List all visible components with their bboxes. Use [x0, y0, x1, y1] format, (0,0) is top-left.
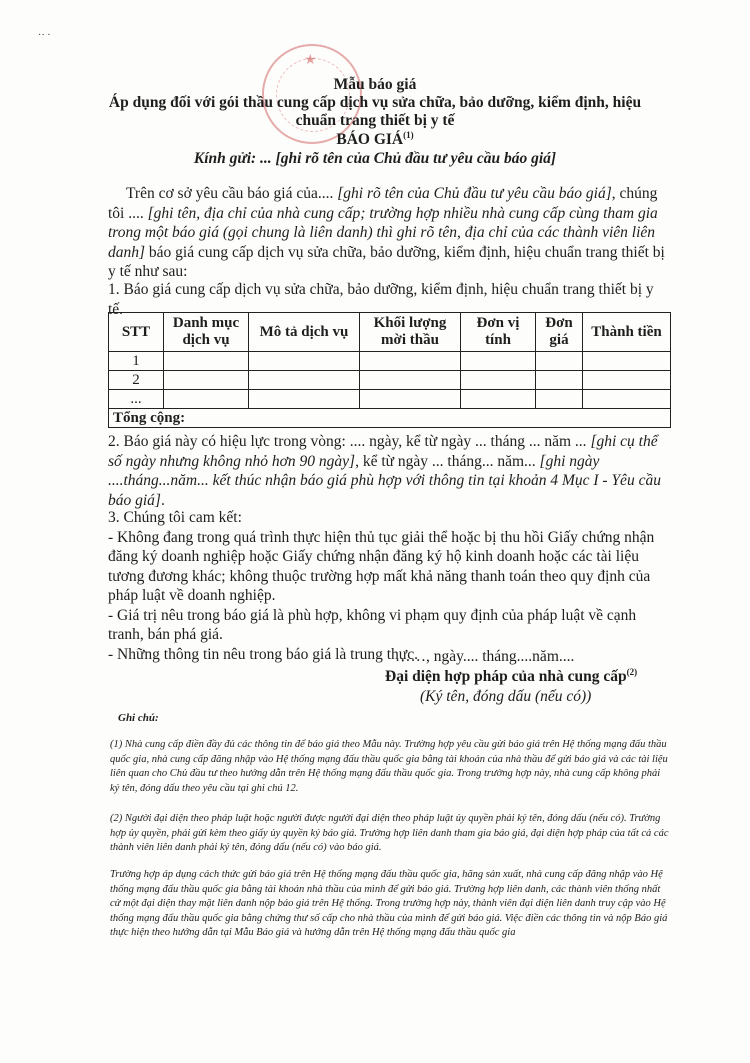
- section-2-e: .: [160, 491, 165, 509]
- section-2-d: [ghi ngày ....tháng...năm... kết thúc nhận báo giá phù hợp với thông tin tại khoản 4 Mục I - Yêu cầu báo giá]: [108, 452, 661, 509]
- intro-paragraph: [108, 184, 668, 282]
- document-title: [0, 130, 750, 149]
- table-cell[interactable]: [461, 390, 536, 409]
- section-2: [108, 432, 668, 510]
- table-cell[interactable]: [583, 371, 671, 390]
- intro-c: , chúng tôi ....: [108, 185, 658, 222]
- section-3: [108, 508, 668, 664]
- table-cell[interactable]: [583, 352, 671, 371]
- table-cell[interactable]: [360, 352, 461, 371]
- table-cell[interactable]: [249, 352, 360, 371]
- section-2-c: , kể từ ngày ... tháng... năm...: [355, 452, 540, 470]
- note-1: (1) Nhà cung cấp điền đầy đủ các thông tin để báo giá theo Mẫu này. Trường hợp yêu cầu gửi báo giá trên Hệ thống mạng đấu thầu quốc gia, nhà cung cấp đăng nhập vào Hệ thống mạng đấu thầu quốc gia bằng tài khoản của nhà thầu để gửi báo giá và các tài liệu liên quan cho Chủ đầu tư theo hướng dẫn trên Hệ thống mạng đấu thầu quốc gia. Trong trường hợp này, nhà cung cấp không phải ký tên, đóng dấu theo yêu cầu tại ghi chú 12.: [110, 739, 668, 794]
- table-cell[interactable]: [164, 390, 249, 409]
- quote-table: [108, 312, 671, 428]
- table-total-row: [109, 409, 671, 428]
- document-title-text: BÁO GIÁ: [336, 131, 404, 149]
- note-3: Trường hợp áp dụng cách thức gửi báo giá trên Hệ thống mạng đấu thầu quốc gia, hãng sản xuất, nhà cung cấp đăng nhập vào Hệ thống mạng đấu thầu quốc gia bằng tài khoản nhà thầu của mình để gửi báo giá. Trường hợp liên danh, các thành viên thống nhất cử một đại diện thay mặt liên danh nộp báo giá trên Hệ thống. Trong trường hợp này, thành viên đại diện liên danh truy cập vào Hệ thống mạng đấu thầu quốc gia bằng chứng thư số cấp cho nhà thầu của mình để gửi báo giá. Việc điền các thông tin và nộp Báo giá thực hiện theo hướng dẫn tại Mẫu Báo giá và hướng dẫn trên Hệ thống mạng đấu thầu quốc gia: [110, 869, 668, 938]
- col-unit-price: Đơn giá: [536, 313, 583, 352]
- table-cell[interactable]: [164, 371, 249, 390]
- total-blank: [249, 409, 671, 428]
- intro-d: [ghi tên, địa chỉ của nhà cung cấp; trường hợp nhiều nhà cung cấp cùng tham gia trong một báo giá (gọi chung là liên danh) thì ghi rõ tên, địa chỉ của các thành viên liên danh]: [108, 204, 658, 261]
- footnote-ref-1: (1): [403, 130, 414, 140]
- intro-a: Trên cơ sở yêu cầu báo giá của....: [126, 185, 338, 202]
- signature-title: [385, 667, 637, 686]
- scan-specks: ·⋅ ·: [38, 30, 51, 41]
- table-row: [109, 371, 671, 390]
- table-cell[interactable]: [360, 371, 461, 390]
- commitment-item-1: - Không đang trong quá trình thực hiện thủ tục giải thể hoặc bị thu hồi Giấy chứng nhận đăng ký doanh nghiệp hoặc Giấy chứng nhận đăng ký hộ kinh doanh hoặc các tài liệu tương đương khác; không thuộc trường hợp mất khả năng thanh toán theo quy định của pháp luật về doanh nghiệp.: [108, 528, 655, 604]
- table-cell[interactable]: [536, 390, 583, 409]
- addressee-line: [0, 150, 750, 168]
- table-row: [109, 352, 671, 371]
- table-cell[interactable]: [249, 371, 360, 390]
- row-number: 2: [109, 371, 164, 390]
- signature-note: (Ký tên, đóng dấu (nếu có)): [420, 688, 592, 705]
- table-cell[interactable]: [249, 390, 360, 409]
- col-quantity: Khối lượng mời thầu: [360, 313, 461, 352]
- table-row: [109, 390, 671, 409]
- table-cell[interactable]: [461, 352, 536, 371]
- table-cell[interactable]: [360, 390, 461, 409]
- form-label: Mẫu báo giá: [333, 76, 417, 93]
- note-2: (2) Người đại diện theo pháp luật hoặc người được người đại diện theo pháp luật ủy quyền phải ký tên, đóng dấu (nếu có). Trường hợp ủy quyền, phải gửi kèm theo giấy ủy quyền ký báo giá. Trường hợp liên danh tham gia báo giá, đại diện hợp pháp của tất cả các thành viên liên danh phải ký tên, đóng dấu (nếu có) vào báo giá.: [110, 813, 669, 853]
- applicability-line: Áp dụng đối với gói thầu cung cấp dịch vụ sửa chữa, bảo dưỡng, kiểm định, hiệu: [108, 94, 642, 111]
- intro-e: báo giá cung cấp dịch vụ sửa chữa, bảo dưỡng, kiểm định, hiệu chuẩn trang thiết bị y tế như sau:: [108, 243, 665, 280]
- addressee-prefix: Kính gửi: ...: [193, 150, 276, 167]
- col-service-list: Danh mục dịch vụ: [164, 313, 249, 352]
- table-cell[interactable]: [536, 352, 583, 371]
- total-label: Tổng cộng:: [109, 409, 249, 428]
- stamp-star-icon: ★: [304, 53, 317, 68]
- intro-b: [ghi rõ tên của Chủ đầu tư yêu cầu báo giá]: [337, 185, 612, 202]
- footnote-ref-2: (2): [626, 667, 638, 677]
- table-cell[interactable]: [164, 352, 249, 371]
- col-service-desc: Mô tả dịch vụ: [249, 313, 360, 352]
- table-cell[interactable]: [536, 371, 583, 390]
- commitment-item-3: - Những thông tin nêu trong báo giá là trung thực.: [108, 645, 418, 663]
- col-unit: Đơn vị tính: [461, 313, 536, 352]
- section-2-a: 2. Báo giá này có hiệu lực trong vòng: .... ngày, kể từ ngày ... tháng ... năm ...: [108, 433, 591, 450]
- row-number: ...: [109, 390, 164, 409]
- section-2-b: [ghi cụ thể số ngày nhưng không nhỏ hơn 90 ngày]: [108, 433, 658, 470]
- notes-heading: Ghi chú:: [118, 712, 159, 724]
- applicability-line-cont: chuẩn trang thiết bị y tế: [295, 112, 455, 129]
- row-number: 1: [109, 352, 164, 371]
- table-cell[interactable]: [461, 371, 536, 390]
- section-1-heading: 1. Báo giá cung cấp dịch vụ sửa chữa, bảo dưỡng, kiểm định, hiệu chuẩn trang thiết bị y tế.: [108, 281, 654, 318]
- commitment-item-2: - Giá trị nêu trong báo giá là phù hợp, không vi phạm quy định của pháp luật về cạnh tranh, bán phá giá.: [108, 606, 637, 643]
- addressee-placeholder: [ghi rõ tên của Chủ đầu tư yêu cầu báo giá]: [275, 150, 557, 167]
- table-cell[interactable]: [583, 390, 671, 409]
- col-stt: STT: [109, 313, 164, 352]
- col-amount: Thành tiền: [583, 313, 671, 352]
- signature-date: ……, ngày.... tháng....năm....: [395, 648, 575, 665]
- signature-title-text: Đại diện hợp pháp của nhà cung cấp: [385, 668, 627, 686]
- section-3-title: 3. Chúng tôi cam kết:: [108, 509, 242, 526]
- table-header-row: [109, 313, 671, 352]
